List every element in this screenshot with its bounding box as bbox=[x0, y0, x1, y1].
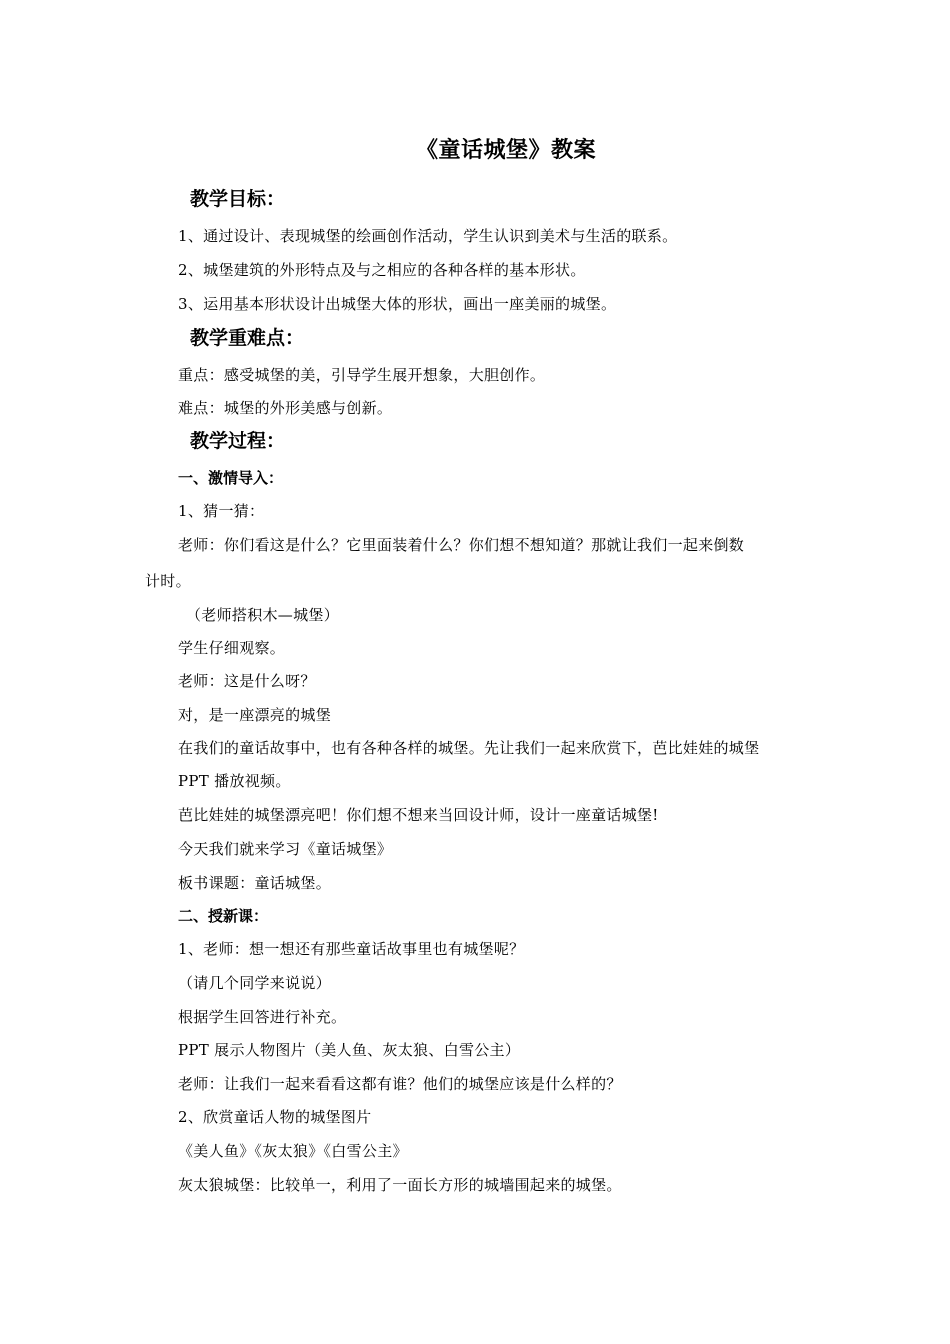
section2-line: PPT 展示人物图片（美人鱼、灰太狼、白雪公主） bbox=[178, 1041, 521, 1059]
section1-line: 板书课题：童话城堡。 bbox=[178, 874, 332, 892]
key-point-focus: 重点：感受城堡的美，引导学生展开想象，大胆创作。 bbox=[178, 366, 546, 384]
section1-line: （老师搭积木—城堡） bbox=[186, 606, 340, 624]
objective-item-3: 3、运用基本形状设计出城堡大体的形状，画出一座美丽的城堡。 bbox=[178, 295, 617, 313]
section1-line: 1、猜一猜： bbox=[178, 502, 265, 520]
section2-line: 老师：让我们一起来看看这都有谁？他们的城堡应该是什么样的？ bbox=[178, 1075, 622, 1093]
section1-line: 学生仔细观察。 bbox=[178, 639, 286, 657]
section1-line: 在我们的童话故事中，也有各种各样的城堡。先让我们一起来欣赏下，芭比娃娃的城堡 bbox=[178, 739, 760, 757]
section1-line: 计时。 bbox=[145, 572, 191, 590]
section1-line: 老师：这是什么呀？ bbox=[178, 672, 316, 690]
section1-line: 今天我们就来学习《童话城堡》 bbox=[178, 840, 393, 858]
key-point-difficulty: 难点：城堡的外形美感与创新。 bbox=[178, 399, 393, 417]
section1-line: PPT 播放视频。 bbox=[178, 772, 291, 790]
section1-heading: 一、激情导入： bbox=[178, 469, 284, 487]
document-title: 《童话城堡》教案 bbox=[415, 137, 596, 163]
section2-line: 2、欣赏童话人物的城堡图片 bbox=[178, 1108, 372, 1126]
process-heading: 教学过程： bbox=[190, 430, 286, 452]
section2-line: 灰太狼城堡：比较单一，利用了一面长方形的城墙围起来的城堡。 bbox=[178, 1176, 622, 1194]
section2-heading: 二、授新课： bbox=[178, 907, 269, 925]
objective-item-2: 2、城堡建筑的外形特点及与之相应的各种各样的基本形状。 bbox=[178, 261, 586, 279]
section1-line: 老师：你们看这是什么？它里面装着什么？你们想不想知道？那就让我们一起来倒数 bbox=[178, 536, 745, 554]
section2-line: 根据学生回答进行补充。 bbox=[178, 1008, 347, 1026]
section2-line: 《美人鱼》《灰太狼》《白雪公主》 bbox=[178, 1142, 408, 1160]
section2-line: 1、老师：想一想还有那些童话故事里也有城堡呢？ bbox=[178, 940, 525, 958]
objectives-heading: 教学目标： bbox=[190, 188, 286, 210]
section1-line: 芭比娃娃的城堡漂亮吧！你们想不想来当回设计师，设计一座童话城堡! bbox=[178, 806, 659, 824]
objective-item-1: 1、通过设计、表现城堡的绘画创作活动，学生认识到美术与生活的联系。 bbox=[178, 227, 678, 245]
section2-line: （请几个同学来说说） bbox=[178, 974, 332, 992]
section1-line: 对，是一座漂亮的城堡 bbox=[178, 706, 332, 724]
key-points-heading: 教学重难点： bbox=[190, 327, 305, 349]
